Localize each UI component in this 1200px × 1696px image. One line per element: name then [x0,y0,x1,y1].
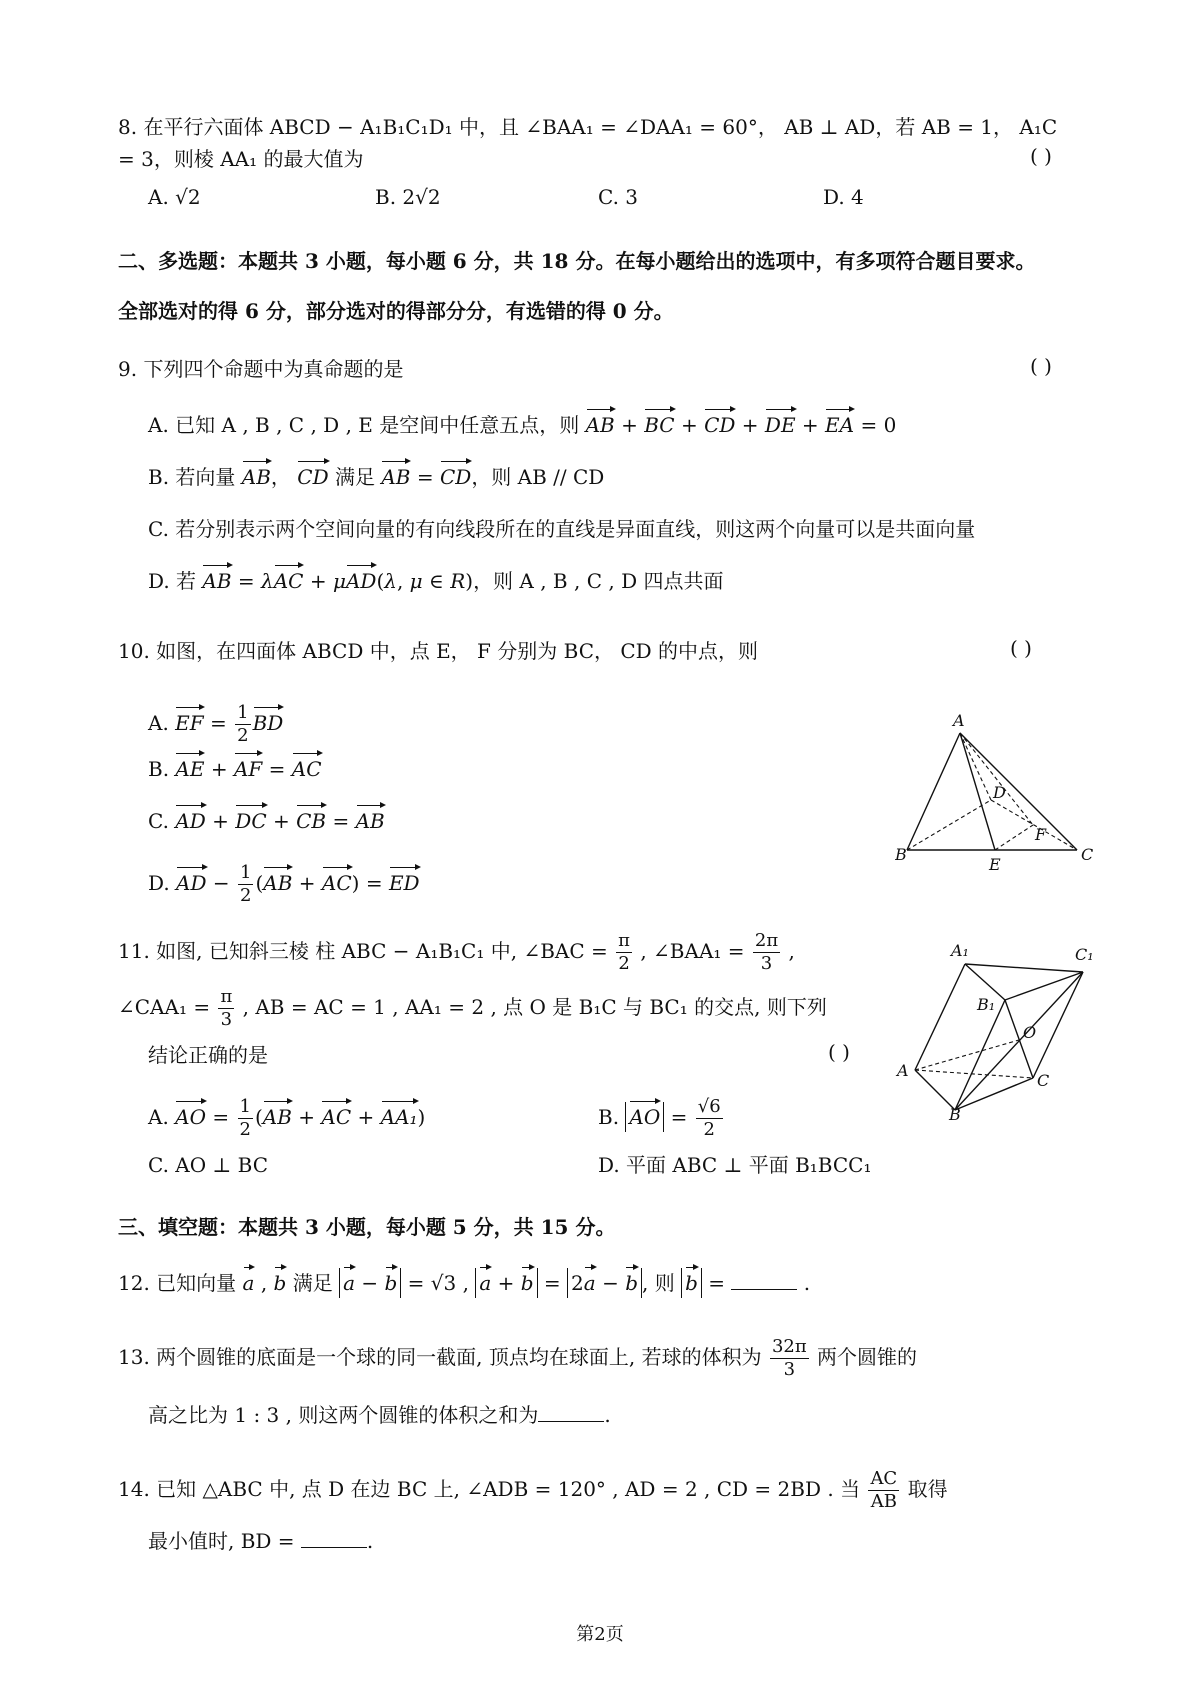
q13-line2 [148,1400,1104,1430]
q11-frac-3-den: 3 [760,953,773,974]
q8-option-b: B. 2√2 [375,185,441,209]
q11-option-c: C. AO ⊥ BC [148,1153,269,1177]
q9-b-mid2: 满足 [328,465,382,489]
section3-title: 三、填空题：本题共 3 小题，每小题 5 分，共 15 分。 [118,1215,616,1239]
fig11-label-o: O [1023,1023,1037,1042]
q9-a-text: A. 已知 A , B , C , D , E 是空间中任意五点，则 [148,413,586,437]
q14-line2-pre: 最小值时, BD = [148,1529,301,1553]
q10-d-label: D. [148,871,177,895]
q10-paren: ( ) [1010,636,1032,660]
q11-frac-2-den: 2 [618,953,630,974]
q14-line2-post: . [366,1529,374,1553]
section2-line1: 二、多选题：本题共 3 小题，每小题 6 分，共 18 分。在每小题给出的选项中，有多项符合题目要求。 [118,249,1036,273]
page-footer: 第2页 [576,1624,624,1645]
fig10-label-e: E [989,855,1001,870]
q11-line1-pre: 11. 如图, 已知斜三棱 柱 ABC − A₁B₁C₁ 中, ∠BAC = [118,939,615,963]
fig11-label-a1: A₁ [951,941,969,960]
q14-line1-pre: 14. 已知 △ABC 中, 点 D 在边 BC 上, ∠ADB = 120° , AD = 2 , CD = 2BD . 当 [118,1477,867,1501]
q8-paren: ( ) [1030,144,1052,168]
fig10-label-a: A [953,711,965,730]
q12-line: 12. 已知向量 a , b 满足 a − b = √3 , a + b = 2a − b , 则 b = . [118,1268,1104,1298]
fig10-label-c: C [1081,845,1094,864]
q11-paren: ( ) [828,1040,850,1064]
fig10-label-f: F [1035,825,1047,844]
q10-a-label: A. [148,711,176,735]
fig10-label-b: B [895,845,907,864]
q11-option-b: B. AO = $\frac{√6}{2}$ [598,1096,721,1140]
q14-frac-num: AC [870,1468,898,1489]
q10-option-d: D. AD − $\frac{1}{2}$ (AB + AC) = ED [148,862,420,906]
q8-option-d: D. 4 [823,185,864,209]
q9-option-d: D. 若 AB = λAC + μAD(λ, μ ∈ R)，则 A , B , C , D 四点共面 [148,566,1104,596]
q10-option-a: A. EF = $\frac{1}{2}$ BD [148,702,284,746]
q11-line2-post: , AB = AC = 1 , AA₁ = 2 , 点 O 是 B₁C 与 BC₁ 的交点, 则下列 [236,995,827,1019]
q14-line2 [148,1526,1104,1556]
q12-answer-blank[interactable] [731,1271,797,1290]
section2-line2: 全部选对的得 6 分，部分选对的得部分分，有选错的得 0 分。 [118,299,674,323]
q14-answer-blank[interactable] [301,1529,367,1548]
q11-frac-pi-num: π [618,930,630,951]
q10-c-label: C. [148,809,176,833]
q11-line1-mid: , ∠BAA₁ = [633,939,751,963]
q9-option-b: B. 若向量 AB， CD 满足 AB = CD，则 AB // CD [148,462,1104,492]
q8-option-c: C. 3 [598,185,639,209]
q12-post: , 则 [642,1271,682,1295]
tetrahedron-figure [895,710,1095,870]
q11-option-d: D. 平面 ABC ⊥ 平面 B₁BCC₁ [598,1153,872,1177]
q9-paren: ( ) [1030,354,1052,378]
q12-end: . [797,1271,811,1295]
q10-option-c: C. AD + DC + CB = AB [148,806,1104,836]
q9-option-c: C. 若分别表示两个空间向量的有向线段所在的直线是异面直线，则这两个向量可以是共面向量 [148,517,976,541]
q11-line2-pre: ∠CAA₁ = [118,995,217,1019]
q13-answer-blank[interactable] [538,1403,604,1422]
q9-b-mid: ， [270,465,298,489]
q10-b-label: B. [148,757,176,781]
q11-line3: 结论正确的是 [148,1043,268,1067]
q13-line1-pre: 13. 两个圆锥的底面是一个球的同一截面, 顶点均在球面上, 若球的体积为 [118,1345,768,1369]
q8-option-a: A. √2 [148,185,201,209]
q11-b-label: B. [598,1105,626,1129]
fig11-label-b1: B₁ [977,995,996,1014]
q13-frac-den: 3 [783,1359,796,1380]
fig11-label-b: B [949,1105,961,1120]
q9-b-pre: B. 若向量 [148,465,242,489]
q10-option-b: B. AE + AF = AC [148,754,1104,784]
q10-stem: 10. 如图，在四面体 ABCD 中，点 E， F 分别为 BC， CD 的中点，则 [118,639,759,663]
q9-b-post: ，则 AB // CD [471,465,605,489]
q9-d-post: ，则 A , B , C , D 四点共面 [473,569,724,593]
q13-line2-post: . [604,1403,611,1427]
q11-option-a: A. AO = $\frac{1}{2}$ (AB + AC + AA₁) [148,1096,426,1140]
q13-line2-pre: 高之比为 1 : 3 , 则这两个圆锥的体积之和为 [148,1403,539,1427]
q11-a-label: A. [148,1105,176,1129]
fig10-label-d: D [993,783,1006,802]
q8-line1: 8. 在平行六面体 ABCD − A₁B₁C₁D₁ 中，且 ∠BAA₁ = ∠DAA₁ = 60°， AB ⊥ AD，若 AB = 1， A₁C [118,115,1058,139]
q9-stem: 9. 下列四个命题中为真命题的是 [118,357,404,381]
q13-line1 [118,1336,1104,1381]
q9-option-a: A. 已知 A , B , C , D , E 是空间中任意五点，则 AB + BC + CD + DE + EA = 0 [148,410,1104,440]
q14-frac-den: AB [870,1491,897,1512]
fig11-label-c: C [1037,1071,1050,1090]
q12-pre: 12. 已知向量 [118,1271,243,1295]
fig11-label-a: A [897,1061,909,1080]
q13-frac-num: 32π [771,1336,807,1357]
q11-line1-end: , [782,939,795,963]
q8-line2: = 3，则棱 AA₁ 的最大值为 [118,147,364,171]
q9-d-pre: D. 若 [148,569,203,593]
q13-line1-post: 两个圆锥的 [810,1345,918,1369]
q14-line1 [118,1468,1104,1513]
q11-line2: ∠CAA₁ = $\frac{\pi}{3}$ , AB = AC = 1 , AA₁ = 2 , 点 O 是 B₁C 与 BC₁ 的交点, 则下列 [118,986,827,1030]
fig11-label-c1: C₁ [1075,945,1094,964]
q14-line1-post: 取得 [901,1477,948,1501]
q11-frac-2pi-num: 2π [754,930,779,951]
prism-figure [895,940,1105,1120]
